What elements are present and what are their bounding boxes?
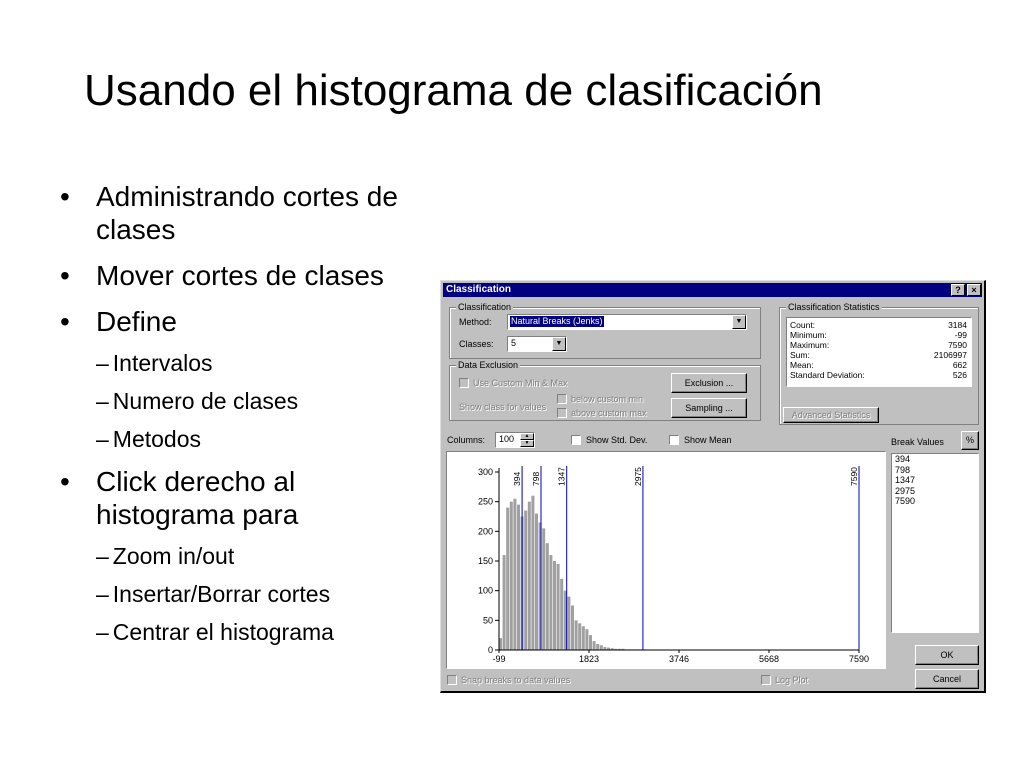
sub-bullet-text: Numero de clases <box>112 388 299 414</box>
sub-bullet-list <box>60 349 440 453</box>
classes-value: 5 <box>511 338 517 348</box>
close-button[interactable]: × <box>967 284 981 296</box>
bullet-list <box>60 180 440 658</box>
bullet-text: Click derecho al histograma para <box>96 466 299 530</box>
histogram-bar <box>589 635 592 650</box>
histogram-bar <box>524 511 527 650</box>
stat-value: 7590 <box>948 340 967 350</box>
histogram-bar <box>593 641 596 650</box>
histogram-bar <box>531 496 534 650</box>
stat-label: Standard Deviation: <box>790 370 865 380</box>
stat-row <box>790 330 967 340</box>
class-break-label: 7590 <box>849 467 859 486</box>
sub-bullet-list <box>60 542 440 646</box>
bullet-item <box>60 305 440 338</box>
class-break-label: 2975 <box>632 467 643 486</box>
snap-breaks-label: Snap breaks to data values <box>461 675 571 685</box>
below-custom-min-checkbox[interactable] <box>557 394 567 404</box>
break-values-label: Break Values <box>891 437 944 447</box>
bullet-item <box>60 180 440 246</box>
histogram-bar <box>571 606 574 651</box>
cancel-button[interactable]: Cancel <box>915 669 979 689</box>
show-mean-label: Show Mean <box>684 435 732 445</box>
classification-dialog <box>440 280 986 693</box>
show-std-dev-checkbox[interactable] <box>571 435 581 445</box>
use-custom-minmax-label: Use Custom Min & Max <box>473 378 568 388</box>
histogram-bar <box>557 564 560 650</box>
stat-label: Sum: <box>790 350 810 360</box>
x-tick-label: -99 <box>492 654 506 664</box>
sub-bullet-item: – Numero de clases <box>96 388 299 414</box>
stat-value: 526 <box>952 370 967 380</box>
sub-bullet-text: Zoom in/out <box>112 543 235 569</box>
histogram-bar <box>600 645 603 650</box>
above-custom-max-checkbox[interactable] <box>557 408 567 418</box>
sub-bullet-item: – Insertar/Borrar cortes <box>96 581 331 607</box>
histogram-bar <box>596 644 599 650</box>
stat-row <box>790 370 967 380</box>
bullet-item <box>60 259 440 292</box>
bullet-text: Define <box>96 306 177 337</box>
advanced-statistics-button[interactable]: Advanced Statistics <box>783 407 879 423</box>
below-custom-min-label: below custom min <box>571 394 644 404</box>
histogram-bar <box>553 561 556 650</box>
histogram-bar <box>517 505 520 650</box>
stat-value: 2106997 <box>933 350 967 360</box>
y-tick-label: 200 <box>477 526 493 537</box>
bullet-text: Mover cortes de clases <box>96 260 384 291</box>
spin-down-icon[interactable]: ▼ <box>520 440 534 447</box>
histogram-bar <box>560 579 563 650</box>
use-custom-minmax-checkbox[interactable] <box>459 378 469 388</box>
histogram-bar <box>567 597 570 650</box>
y-tick-label: 250 <box>477 496 493 507</box>
stat-label: Mean: <box>790 360 814 370</box>
histogram-bar <box>582 626 585 650</box>
class-break-label: 798 <box>530 471 541 486</box>
bullet-item <box>60 465 350 531</box>
classes-label: Classes: <box>459 339 494 349</box>
histogram-bar <box>575 620 578 650</box>
chevron-down-icon[interactable]: ▼ <box>552 337 566 351</box>
statistics-box <box>786 317 972 387</box>
break-value-item[interactable]: 394 <box>895 454 911 464</box>
x-tick-label: 7590 <box>848 654 870 664</box>
y-tick-label: 0 <box>487 645 493 655</box>
histogram-bar <box>535 514 538 650</box>
histogram-bar <box>578 623 581 650</box>
classes-select[interactable] <box>507 336 567 352</box>
stat-value: -99 <box>954 330 967 340</box>
stat-value: 3184 <box>948 320 967 330</box>
stat-row <box>790 320 967 330</box>
break-value-item[interactable]: 798 <box>895 464 911 475</box>
stat-label: Minimum: <box>790 330 827 340</box>
log-plot-label: Log Plot <box>775 675 809 685</box>
bullet-dot: • <box>60 181 70 212</box>
histogram-bar <box>503 555 506 650</box>
histogram-bar <box>513 499 516 650</box>
histogram-bar <box>542 528 545 650</box>
dialog-titlebar[interactable] <box>443 283 982 297</box>
break-value-item[interactable]: 7590 <box>895 496 916 506</box>
above-custom-max-label: above custom max <box>571 408 647 418</box>
histogram-plot[interactable] <box>446 451 886 669</box>
method-value: Natural Breaks (Jenks) <box>511 316 603 326</box>
classification-group-label: Classification <box>458 302 512 312</box>
histogram-bar <box>510 502 513 650</box>
histogram-bar <box>549 555 552 650</box>
slide-title: Usando el histograma de clasificación <box>84 66 823 115</box>
stat-label: Count: <box>790 320 816 330</box>
columns-spinner[interactable] <box>495 432 535 448</box>
histogram-svg[interactable] <box>447 452 885 668</box>
break-value-item[interactable]: 2975 <box>895 485 916 496</box>
sub-bullet-text: Insertar/Borrar cortes <box>112 581 331 607</box>
histogram-bar <box>506 508 509 650</box>
histogram-bar <box>546 543 549 650</box>
histogram-bar <box>528 502 531 650</box>
x-tick-label: 3746 <box>669 654 690 664</box>
show-mean-checkbox[interactable] <box>669 435 679 445</box>
ok-button[interactable]: OK <box>915 645 979 665</box>
percent-button[interactable]: % <box>961 431 979 450</box>
chevron-down-icon[interactable]: ▼ <box>732 315 746 329</box>
sub-bullet-text: Centrar el histograma <box>112 619 334 645</box>
class-break-label: 1347 <box>556 467 567 486</box>
exclusion-button[interactable]: Exclusion ... <box>671 373 747 393</box>
bullet-dot: • <box>60 466 70 497</box>
bullet-dot: • <box>60 260 70 291</box>
show-std-dev-label: Show Std. Dev. <box>586 435 648 445</box>
columns-label: Columns: <box>447 435 486 445</box>
x-tick-label: 5668 <box>758 654 780 664</box>
histogram-bar <box>585 629 588 650</box>
spin-up-icon[interactable]: ▲ <box>520 433 534 440</box>
y-tick-label: 50 <box>482 615 493 626</box>
data-exclusion-group-label: Data Exclusion <box>458 360 519 370</box>
help-button[interactable]: ? <box>951 284 965 296</box>
sub-bullet-item: – Zoom in/out <box>96 543 235 569</box>
sub-bullet-item: – Metodos <box>96 426 202 452</box>
y-tick-label: 300 <box>477 467 493 477</box>
snap-breaks-checkbox[interactable] <box>447 675 457 685</box>
y-tick-label: 100 <box>477 585 493 596</box>
sub-bullet-item: – Intervalos <box>96 350 213 376</box>
stat-value: 662 <box>952 360 967 370</box>
method-select[interactable] <box>507 314 747 330</box>
bullet-text: Administrando cortes de clases <box>96 181 398 245</box>
bullet-dot: • <box>60 306 70 337</box>
x-tick-label: 1823 <box>578 654 600 664</box>
stat-row <box>790 360 967 370</box>
show-class-for-values-label: Show class for values <box>459 402 547 412</box>
log-plot-checkbox[interactable] <box>761 675 771 685</box>
sub-bullet-item: – Centrar el histograma <box>96 619 334 645</box>
method-label: Method: <box>459 317 492 327</box>
y-tick-label: 150 <box>477 556 493 566</box>
stat-label: Maximum: <box>790 340 830 350</box>
sampling-button[interactable]: Sampling ... <box>671 398 747 418</box>
columns-value: 100 <box>499 434 515 444</box>
class-break-label: 394 <box>512 471 523 486</box>
break-values-list[interactable] <box>891 453 979 633</box>
sub-bullet-text: Intervalos <box>112 350 213 376</box>
statistics-group-label: Classification Statistics <box>788 302 880 312</box>
dialog-title: Classification <box>446 284 512 295</box>
sub-bullet-text: Metodos <box>112 426 202 452</box>
stat-row <box>790 340 967 350</box>
stat-row <box>790 350 967 360</box>
break-value-item[interactable]: 1347 <box>895 475 916 485</box>
